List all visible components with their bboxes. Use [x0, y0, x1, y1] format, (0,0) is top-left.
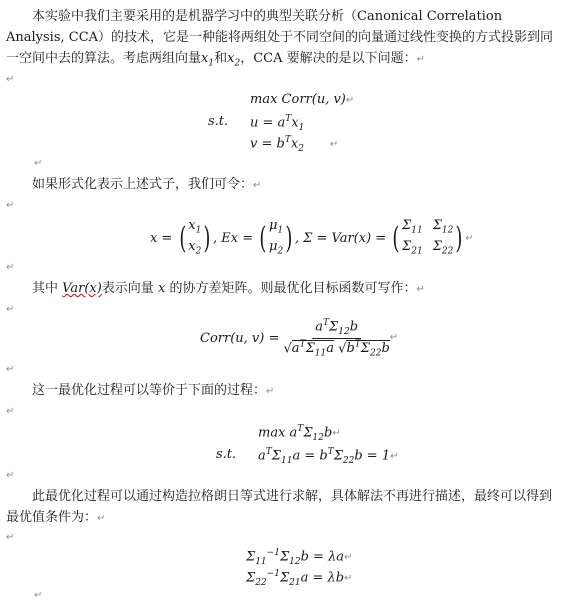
- equation-definitions: x = ( $x_1$ $x_2$ ) , Ex = ( $\mu_1$ $\mu_2$ ) , Σ = Var(x) = ( $\Sigma_{11}$ $\Sigma_{12}$ $\Sigma_{21}$ $\Sigma_{22}$ ) ↵: [150, 218, 473, 259]
- intro-tail: ，CCA 要解决的是以下问题：: [240, 51, 417, 66]
- paragraph-mark-icon: [465, 233, 473, 245]
- equation-st-label-2: s.t.: [216, 447, 237, 462]
- intro-text: 本实验中我们主要采用的是机器学习中的典型关联分析（Canonical Correlation Analysis, CCA）的技术，它是一种能将两组处于不同空间的向量通过线性变换的方式投影到同一空间中去的算法。考虑两组向量: [6, 9, 554, 66]
- equation-max-objective: $\max a^T\Sigma_{12}b↵$: [258, 424, 341, 443]
- equation-u-def: $u = a^Tx_1$: [250, 114, 305, 133]
- equation-v-def: $v = b^Tx_2↵$: [250, 135, 338, 154]
- paragraph-mark-icon: [6, 262, 14, 274]
- paragraph-mark-icon: [344, 552, 352, 563]
- paragraph-mark-icon: [253, 180, 261, 191]
- equation-constraint: $a^T\Sigma_{11}a = b^T\Sigma_{22}b$ = 1↵: [258, 447, 398, 466]
- corr-fraction: $\frac{a^T\Sigma_{12}b}{√a^T\Sigma_{11}a √b^T\Sigma_{22}b}$: [283, 318, 390, 359]
- equation-max-corr: max Corr(u, v)↵: [250, 92, 354, 107]
- paragraph-mark-icon: [6, 470, 14, 482]
- paragraph-mark-icon: [266, 386, 274, 397]
- inline-var-x2: $x_2$: [227, 51, 241, 69]
- paragraph-mark-icon: [6, 200, 14, 212]
- inline-and: 和: [214, 51, 228, 66]
- equation-final-2: $\Sigma_{22}^{-1}\Sigma_{21}a$ = λb↵: [246, 569, 352, 588]
- paragraph-mark-icon: [6, 532, 14, 544]
- paragraph-lagrange: 此最优化过程可以通过构造拉格朗日等式进行求解，具体解法不再进行描述，最终可以得到最优值条件为：↵: [6, 486, 555, 528]
- paragraph-mark-icon: [390, 451, 398, 462]
- paragraph-mark-icon: [390, 332, 398, 344]
- paragraph-mark-icon: [416, 284, 424, 295]
- inline-var-x: x: [157, 281, 166, 296]
- equation-corr-objective: Corr(u, v) = $\frac{a^T\Sigma_{12}b}{√a^T\Sigma_{11}a √b^T\Sigma_{22}b}$ ↵: [200, 318, 398, 359]
- equation-final-1: $\Sigma_{11}^{-1}\Sigma_{12}b$ = λa↵: [246, 548, 352, 567]
- paragraph-mark-icon: [344, 573, 352, 584]
- paragraph-var: 其中 Var(x)表示向量 x 的协方差矩阵。则最优化目标函数可写作：↵: [6, 278, 555, 299]
- paragraph-mark-icon: [97, 513, 105, 524]
- paragraph-mark-icon: [6, 364, 14, 376]
- paragraph-mark-icon: [417, 54, 425, 65]
- paragraph-mark-icon: [330, 139, 338, 150]
- paragraph-intro: [6, 6, 555, 75]
- paragraph-equivalent: 这一最优化过程可以等价于下面的过程：↵: [6, 380, 555, 401]
- inline-var-varx: Var(x): [62, 281, 102, 296]
- paragraph-mark-icon: [346, 95, 354, 106]
- paragraph-mark-icon: [332, 428, 340, 439]
- paragraph-mark-icon: [6, 406, 14, 418]
- paragraph-mark-icon: [34, 158, 42, 170]
- paragraph-mark-icon: [34, 590, 42, 602]
- equation-st-label: s.t.: [208, 114, 229, 129]
- inline-var-x1: $x_1$: [201, 51, 215, 69]
- paragraph-mark-icon: [6, 304, 14, 316]
- paragraph-formalize: 如果形式化表示上述式子，我们可令：↵: [6, 174, 555, 195]
- paragraph-mark-icon: [6, 74, 14, 86]
